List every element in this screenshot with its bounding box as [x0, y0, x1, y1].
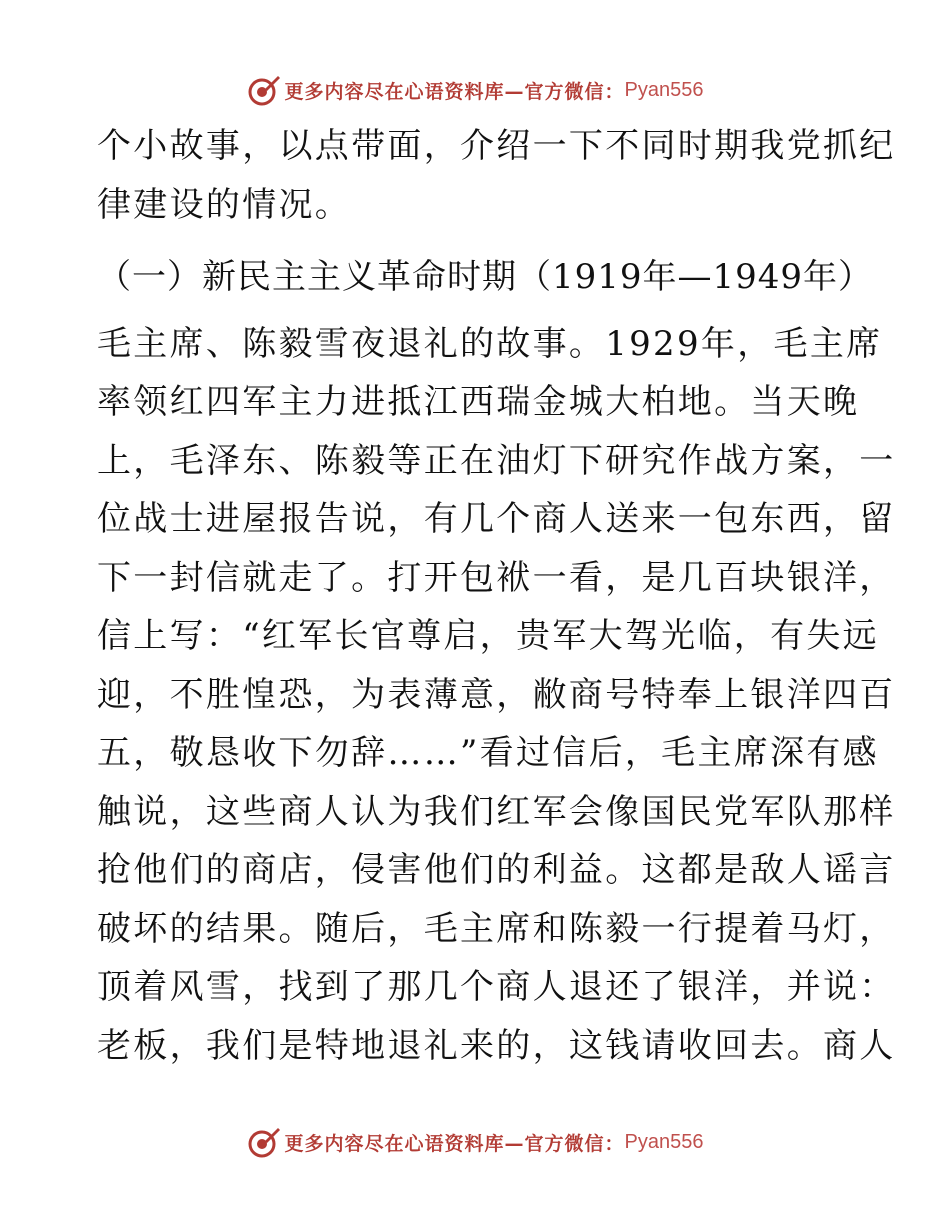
story-line: 破坏的结果。随后，毛主席和陈毅一行提着马灯， [97, 908, 896, 949]
story-line: 上，毛泽东、陈毅等正在油灯下研究作战方案，一 [97, 440, 896, 481]
document-body [97, 117, 896, 1075]
watermark-text: 更多内容尽在心语资料库—官方微信： [284, 1132, 625, 1155]
story-line: 迎，不胜惶恐，为表薄意，敝商号特奉上银洋四百 [97, 674, 896, 715]
story-line: 抢他们的商店，侵害他们的利益。这都是敌人谣言 [97, 850, 896, 890]
story-line: 顶着风雪，找到了那几个商人退还了银洋，并说： [97, 967, 896, 1007]
quill-seal-icon [247, 1125, 281, 1159]
story-line: 下一封信就走了。打开包袱一看，是几百块银洋， [97, 557, 896, 598]
story-line: 老板，我们是特地退礼来的，这钱请收回去。商人 [97, 1025, 896, 1066]
story-line: 毛主席、陈毅雪夜退礼的故事。1929年，毛主席 [97, 323, 883, 364]
watermark-text: 更多内容尽在心语资料库—官方微信： [284, 80, 625, 103]
story-line: 率领红四军主力进抵江西瑞金城大柏地。当天晚 [97, 382, 860, 422]
story-line: 五，敬恳收下勿辞……”看过信后，毛主席深有感 [97, 733, 879, 773]
footer-watermark [0, 1122, 950, 1162]
watermark-account: Pyan556 [624, 78, 704, 101]
watermark-account: Pyan556 [624, 1130, 704, 1153]
intro-line: 律建设的情况。 [97, 184, 352, 225]
story-line: 位战士进屋报告说，有几个商人送来一包东西，留 [97, 499, 896, 539]
intro-line: 个小故事，以点带面，介绍一下不同时期我党抓纪 [97, 126, 896, 166]
story-line: 触说，这些商人认为我们红军会像国民党军队那样 [97, 791, 896, 832]
section-heading: （一）新民主主义革命时期（1919年—1949年） [97, 257, 874, 297]
header-watermark [0, 70, 950, 110]
quill-seal-icon [247, 73, 281, 107]
story-line: 信上写：“红军长官尊启，贵军大驾光临，有失远 [97, 616, 879, 656]
